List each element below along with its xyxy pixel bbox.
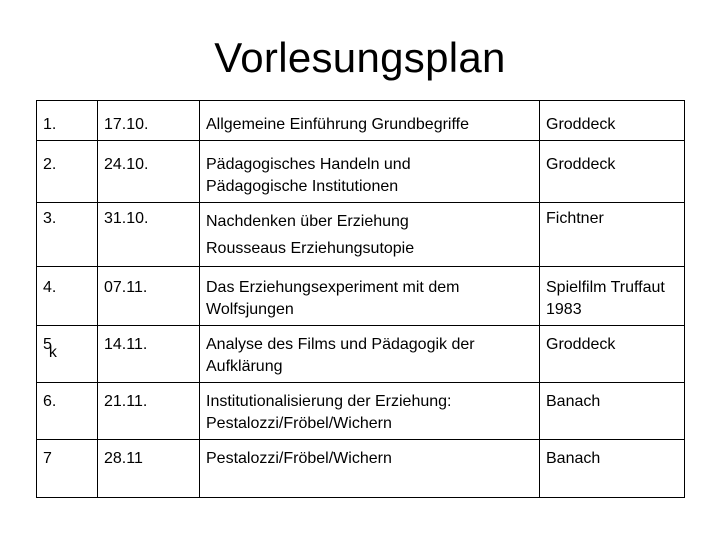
session-number: 7 — [43, 450, 52, 467]
lecturer-line: Banach — [546, 393, 601, 410]
topic-cell — [200, 101, 540, 141]
lecturer-cell — [540, 383, 685, 440]
session-number: 3. — [43, 210, 57, 227]
topic-cell — [200, 267, 540, 326]
topic-line: Aufklärung — [206, 358, 283, 375]
lecturer-cell — [540, 267, 685, 326]
topic-cell — [200, 203, 540, 267]
session-date: 24.10. — [104, 156, 149, 173]
table-row — [37, 101, 685, 141]
session-number: 6. — [43, 393, 57, 410]
session-number: 5 — [43, 336, 52, 353]
topic-cell — [200, 326, 540, 383]
session-number-cell — [37, 203, 98, 267]
session-number-cell — [37, 326, 98, 383]
lecturer-line: Groddeck — [546, 116, 616, 133]
date-cell — [98, 203, 200, 267]
topic-line: Pädagogisches Handeln und — [206, 156, 411, 173]
topic-line: Nachdenken über Erziehung — [206, 213, 409, 230]
session-number: 2. — [43, 156, 57, 173]
topic-line: Analyse des Films und Pädagogik der — [206, 336, 475, 353]
session-date: 21.11. — [104, 393, 148, 410]
lecturer-line: Banach — [546, 450, 601, 467]
topic-cell — [200, 141, 540, 203]
session-number-cell — [37, 383, 98, 440]
lecturer-line: Spielfilm Truffaut — [546, 279, 665, 296]
table-row — [37, 326, 685, 383]
date-cell — [98, 440, 200, 498]
lecturer-line: Groddeck — [546, 336, 616, 353]
session-number-suffix: k — [48, 344, 57, 361]
lecturer-cell — [540, 141, 685, 203]
table-row — [37, 141, 685, 203]
session-date: 17.10. — [104, 116, 149, 133]
schedule-table — [36, 100, 685, 498]
session-date: 07.11. — [104, 279, 148, 296]
table-row — [37, 203, 685, 267]
session-date: 14.11. — [104, 336, 148, 353]
session-number-cell — [37, 141, 98, 203]
date-cell — [98, 267, 200, 326]
topic-line: Das Erziehungsexperiment mit dem — [206, 279, 460, 296]
topic-cell — [200, 440, 540, 498]
topic-line: Allgemeine Einführung Grundbegriffe — [206, 116, 469, 133]
session-date: 28.11 — [104, 450, 143, 467]
date-cell — [98, 101, 200, 141]
lecturer-cell — [540, 326, 685, 383]
table-row — [37, 383, 685, 440]
lecturer-cell — [540, 101, 685, 141]
table-row — [37, 440, 685, 498]
lecturer-line: Groddeck — [546, 156, 616, 173]
date-cell — [98, 383, 200, 440]
session-number-cell — [37, 101, 98, 141]
session-number: 1. — [43, 116, 57, 133]
topic-line: Wolfsjungen — [206, 301, 294, 318]
topic-line: Pädagogische Institutionen — [206, 178, 399, 195]
session-number: 4. — [43, 279, 57, 296]
lecturer-line: Fichtner — [546, 210, 604, 227]
topic-line: Institutionalisierung der Erziehung: — [206, 393, 452, 410]
session-date: 31.10. — [104, 210, 149, 227]
page-title: Vorlesungsplan — [214, 34, 506, 81]
lecturer-cell — [540, 203, 685, 267]
session-number-cell — [37, 267, 98, 326]
lecturer-cell — [540, 440, 685, 498]
date-cell — [98, 141, 200, 203]
topic-cell — [200, 383, 540, 440]
date-cell — [98, 326, 200, 383]
topic-line: Pestalozzi/Fröbel/Wichern — [206, 450, 392, 467]
session-number-cell — [37, 440, 98, 498]
topic-line: Pestalozzi/Fröbel/Wichern — [206, 415, 392, 432]
topic-line: Rousseaus Erziehungsutopie — [206, 240, 415, 257]
lecturer-line: 1983 — [546, 301, 582, 318]
table-row — [37, 267, 685, 326]
